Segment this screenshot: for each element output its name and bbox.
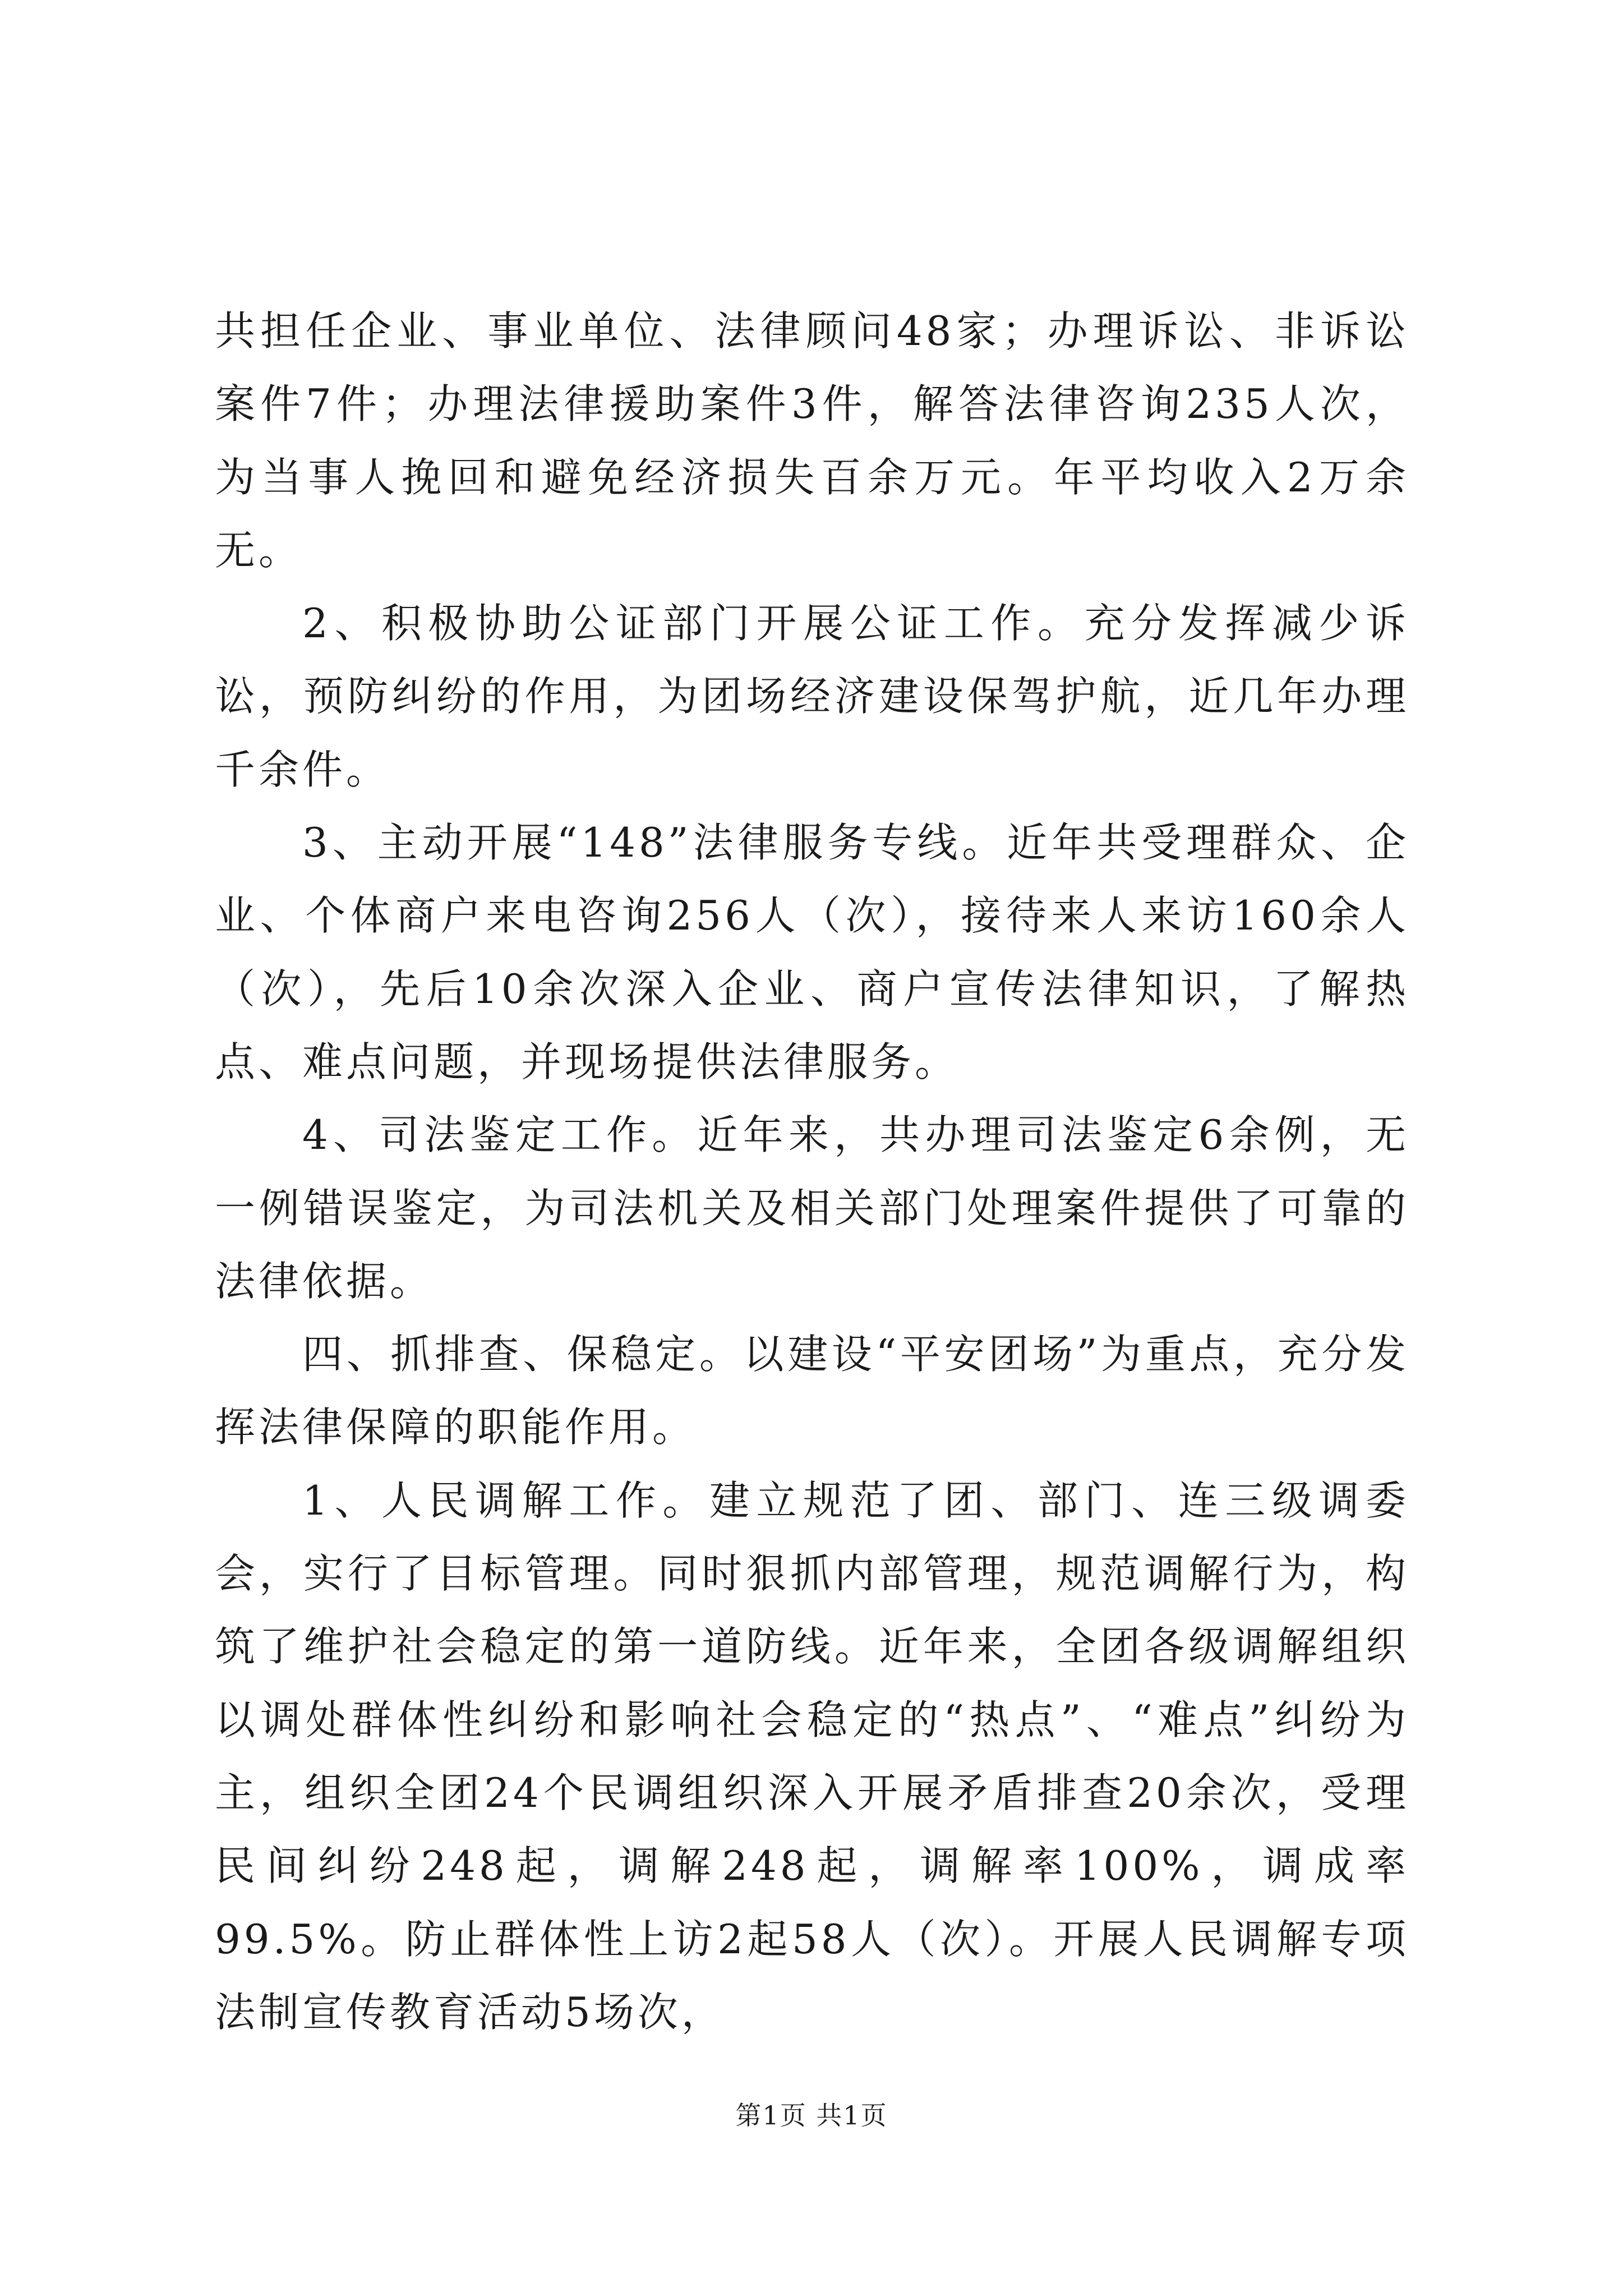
page-footer: 第1页 共1页 <box>735 2100 888 2131</box>
paragraph-2: 2、积极协助公证部门开展公证工作。充分发挥减少诉讼，预防纠纷的作用，为团场经济建设保驾护航，近几年办理千余件。 <box>215 600 1409 793</box>
paragraph-3: 3、主动开展“148”法律服务专线。近年共受理群众、企业、个体商户来电咨询256人（次），接待来人来访160余人（次），先后10余次深入企业、商户宣传法律知识，了解热点、难点问题，并现场提供法律服务。 <box>215 819 1409 1085</box>
paragraph-1: 共担任企业、事业单位、法律顾问48家；办理诉讼、非诉讼案件7件；办理法律援助案件3件，解答法律咨询235人次，为当事人挽回和避免经济损失百余万元。年平均收入2万余无。 <box>215 307 1409 574</box>
paragraph-5: 四、抓排查、保稳定。以建设“平安团场”为重点，充分发挥法律保障的职能作用。 <box>215 1331 1409 1451</box>
paragraph-4: 4、司法鉴定工作。近年来，共办理司法鉴定6余例，无一例错误鉴定，为司法机关及相关部门处理案件提供了可靠的法律依据。 <box>215 1111 1409 1305</box>
document-body <box>215 295 1409 2049</box>
paragraph-6: 1、人民调解工作。建立规范了团、部门、连三级调委会，实行了目标管理。同时狠抓内部管理，规范调解行为，构筑了维护社会稳定的第一道防线。近年来，全团各级调解组织以调处群体性纠纷和影响社会稳定的“热点”、“难点”纠纷为主，组织全团24个民调组织深入开展矛盾排查20余次，受理民间纠纷248起，调解248起，调解率100%，调成率99.5%。防止群体性上访2起58人（次）。开展人民调解专项法制宣传教育活动5场次， <box>215 1476 1409 2036</box>
